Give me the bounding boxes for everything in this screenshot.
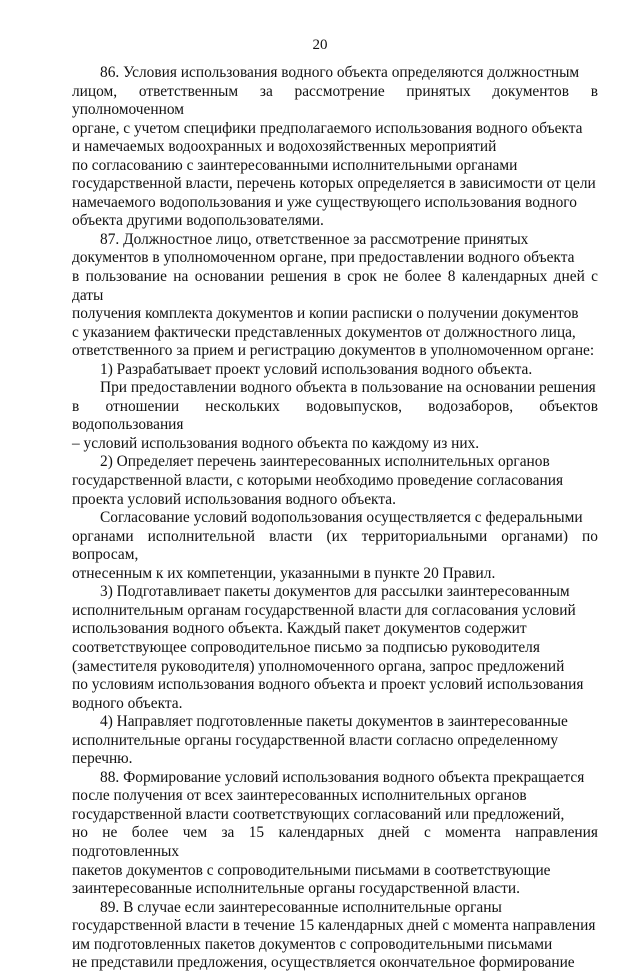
paragraph-87-item-4: 4) Направляет подготовленные пакеты документов в заинтересованные исполнительные органы государственной власти согласно определенному перечню. bbox=[72, 713, 568, 768]
paragraph-88: 88. Формирование условий использования водного объекта прекращается после получения от всех заинтересованных исполнительных органов государственной власти соответствующих согласований или предложений, но не более чем за 15 календарных дней с момента направления подготовленных пакетов документов с сопроводительными письмами в соответствующие заинтересованные исполнительные органы государственной власти. bbox=[72, 768, 598, 898]
document-body bbox=[72, 64, 598, 973]
paragraph-87-item-1-note: При предоставлении водного объекта в пользование на основании решения в отношении нескольких водовыпусков, водозаборов, объектов водопользования – условий использования водного объекта по каждому из них. bbox=[72, 379, 598, 452]
paragraph-87-item-2: 2) Определяет перечень заинтересованных исполнительных органов государственной власти, с которыми необходимо проведение согласования проекта условий использования водного объекта. bbox=[72, 453, 564, 508]
paragraph-87-item-3: 3) Подготавливает пакеты документов для рассылки заинтересованным исполнительным органам государственной власти для согласования условий использования водного объекта. Каждый пакет документов содержит соответствующее сопроводительное письмо за подписью руководителя (заместителя руководителя) уполномоченного органа, запрос предложений по условиям использования водного объекта и проект условий использования водного объекта. bbox=[72, 583, 584, 712]
paragraph-86: 86. Условия использования водного объекта определяются должностным лицом, ответственным за рассмотрение принятых документов в уполномоченном органе, с учетом специфики предполагаемого использования водного объекта и намечаемых водоохранных и водохозяйственных мероприятий по согласованию с заинтересованными исполнительными органами государственной власти, перечень которых определяется в зависимости от цели намечаемого водопользования и уже существующего использования водного объекта другими водопользователями. bbox=[72, 64, 598, 230]
paragraph-89: 89. В случае если заинтересованные исполнительные органы государственной власти в течение 15 календарных дней с момента направления им подготовленных пакетов документов с сопроводительными письмами не представили предложения, осуществляется окончательное формирование bbox=[72, 898, 596, 972]
paragraph-87: 87. Должностное лицо, ответственное за рассмотрение принятых документов в уполномоченном органе, при предоставлении водного объекта в пользование на основании решения в срок не более 8 календарных дней с даты получения комплекта документов и копии расписки о получении документов с указанием фактически представленных документов от должностного лица, ответственного за прием и регистрацию документов в уполномоченном органе: bbox=[72, 230, 598, 360]
paragraph-87-item-1: 1) Разрабатывает проект условий использования водного объекта. bbox=[100, 360, 533, 378]
paragraph-87-item-2-note: Согласование условий водопользования осуществляется с федеральными органами исполнительной власти (их территориальными органами) по вопросам, отнесенным к их компетенции, указанными в пункте 20 Правил. bbox=[72, 509, 598, 582]
page-number: 20 bbox=[312, 37, 328, 53]
